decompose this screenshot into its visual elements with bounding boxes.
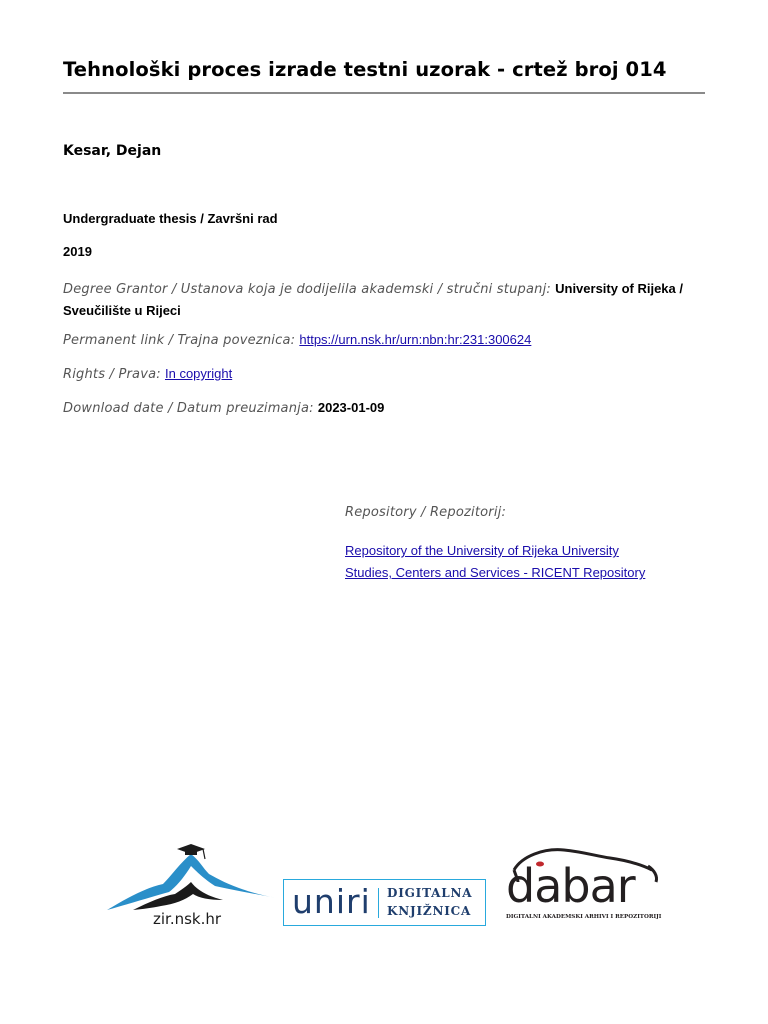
- zir-logo[interactable]: [105, 838, 283, 930]
- repository-label: Repository / Repozitorij:: [345, 505, 507, 520]
- download-date-value: 2023-01-09: [317, 400, 385, 415]
- author-name: Kesar, Dejan: [63, 143, 162, 159]
- rights-label: Rights / Prava:: [63, 367, 161, 382]
- download-date-label: Download date / Datum preuzimanja:: [63, 401, 314, 416]
- repository-link-block: [345, 540, 675, 584]
- permanent-link: [63, 332, 531, 348]
- rights: [63, 366, 232, 382]
- permanent-link-label: Permanent link / Trajna poveznica:: [63, 333, 296, 348]
- degree-grantor: [63, 278, 693, 322]
- rights-link[interactable]: In copyright: [164, 366, 233, 381]
- thesis-type: Undergraduate thesis / Završni rad: [63, 211, 278, 226]
- uniri-logo-line2: KNJIŽNICA: [387, 904, 472, 918]
- zir-logo-text: zir.nsk.hr: [153, 910, 222, 928]
- repository-link[interactable]: [345, 543, 645, 580]
- dabar-logo-subtitle: DIGITALNI AKADEMSKI ARHIVI I REPOZITORIJI: [506, 914, 662, 920]
- degree-grantor-value: University of Rijeka / Sveučilište u Rijeci: [63, 281, 683, 318]
- title-divider: [63, 92, 705, 94]
- dabar-logo-wordmark: dabar: [506, 859, 635, 913]
- uniri-logo-line1: DIGITALNA: [387, 886, 473, 900]
- degree-grantor-label: Degree Grantor / Ustanova koja je dodijelila akademski / stručni stupanj:: [63, 282, 551, 297]
- repository-link-line2: Studies, Centers and Services - RICENT Repository: [345, 565, 646, 580]
- repository-link-line1: Repository of the University of Rijeka University: [345, 543, 619, 558]
- uniri-logo[interactable]: [283, 879, 486, 926]
- download-date: [63, 400, 384, 416]
- uniri-logo-wordmark: uniri: [292, 882, 371, 921]
- uniri-logo-divider: [378, 888, 379, 918]
- permanent-link-url[interactable]: https://urn.nsk.hr/urn:nbn:hr:231:300624: [299, 332, 532, 347]
- thesis-year: 2019: [63, 244, 92, 259]
- document-title: Tehnološki proces izrade testni uzorak - crtež broj 014: [63, 58, 667, 81]
- dabar-logo[interactable]: [500, 846, 665, 926]
